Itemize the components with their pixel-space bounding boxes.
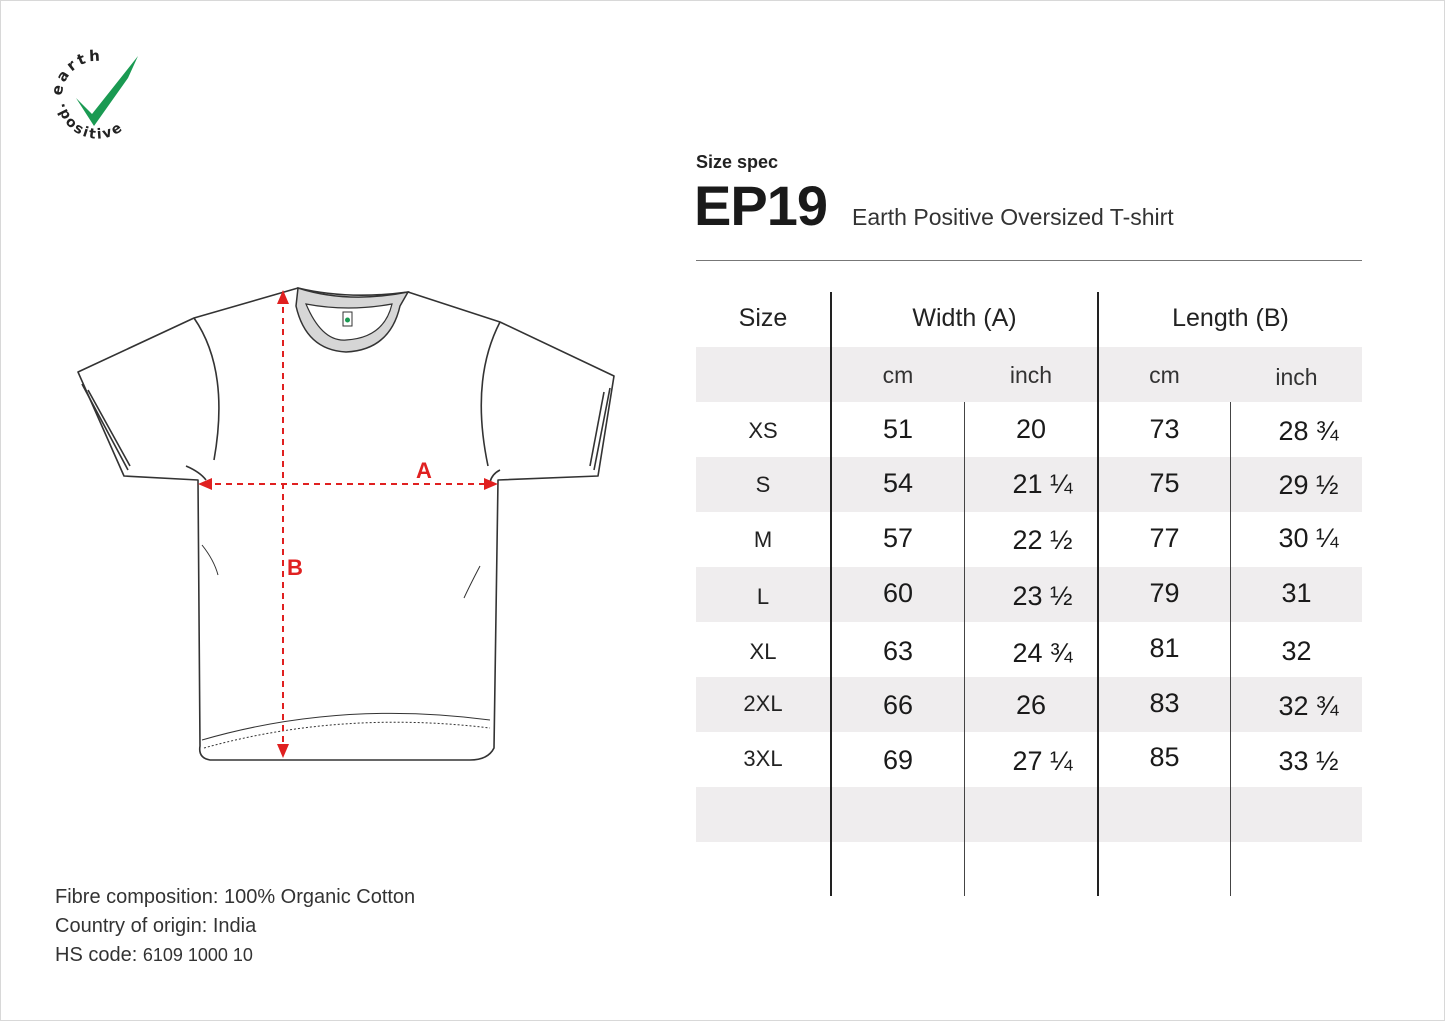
width-cm-cell: 60 [882,578,914,608]
size-table [696,292,1362,896]
header-length: Length (B) [1172,304,1289,332]
width-cm-cell: 57 [882,523,914,553]
header-size: Size [738,304,788,332]
size-cell: XL [749,639,777,664]
length-cm-cell: 77 [1149,523,1180,553]
unit-width-cm: cm [882,362,914,388]
width-inch-cell: 20 [1015,414,1047,444]
width-inch-cell: 24 ¾ [1012,638,1073,668]
product-name: Earth Positive Oversized T-shirt [852,204,1174,230]
width-inch-cell: 26 [1015,690,1047,720]
hs-code [55,944,253,967]
header-divider [696,260,1362,261]
size-spec-label: Size spec [696,152,779,172]
width-cm-cell: 66 [882,690,914,720]
length-inch-cell: 29 ½ [1278,470,1339,500]
width-inch-cell: 27 ¼ [1012,746,1073,776]
size-cell: 3XL [743,746,783,771]
size-cell: M [753,527,773,552]
label-b: B [287,555,303,580]
width-inch-cell: 23 ½ [1012,581,1073,611]
length-cm-cell: 73 [1149,414,1180,444]
length-inch-cell: 32 ¾ [1278,691,1339,721]
length-inch-cell: 30 ¼ [1278,523,1339,553]
size-cell: 2XL [743,691,783,716]
width-cm-cell: 63 [882,636,914,666]
unit-length-inch: inch [1275,364,1318,390]
svg-text:earth: earth [48,48,104,97]
country-of-origin: Country of origin: India [55,915,257,937]
length-cm-cell: 85 [1149,742,1180,772]
length-cm-cell: 75 [1149,468,1180,498]
tshirt-diagram [70,280,630,770]
label-a: A [416,458,432,483]
fibre-composition: Fibre composition: 100% Organic Cotton [55,886,416,908]
hs-code-label: HS code: [55,944,138,966]
row-band [696,787,1362,842]
length-cm-cell: 81 [1149,633,1180,663]
svg-text:·positive: ·positive [53,101,127,143]
header-width: Width (A) [912,304,1017,332]
length-inch-cell: 31 [1281,578,1312,608]
size-cell: L [756,584,770,609]
hs-code-value: 6109 1000 10 [142,945,253,965]
width-inch-cell: 21 ¼ [1012,469,1073,499]
width-cm-cell: 54 [882,468,914,498]
length-inch-cell: 33 ½ [1278,746,1339,776]
length-cm-cell: 83 [1149,688,1180,718]
width-inch-cell: 22 ½ [1012,525,1073,555]
length-inch-cell: 32 [1281,636,1312,666]
length-cm-cell: 79 [1149,578,1180,608]
width-cm-cell: 69 [882,745,914,775]
width-cm-cell: 51 [882,414,914,444]
size-cell: S [755,472,771,497]
product-code: EP19 [694,174,827,237]
unit-length-cm: cm [1149,362,1180,388]
size-cell: XS [748,418,778,443]
earth-positive-logo [48,48,148,148]
length-inch-cell: 28 ¾ [1278,416,1339,446]
unit-width-inch: inch [1009,362,1053,388]
